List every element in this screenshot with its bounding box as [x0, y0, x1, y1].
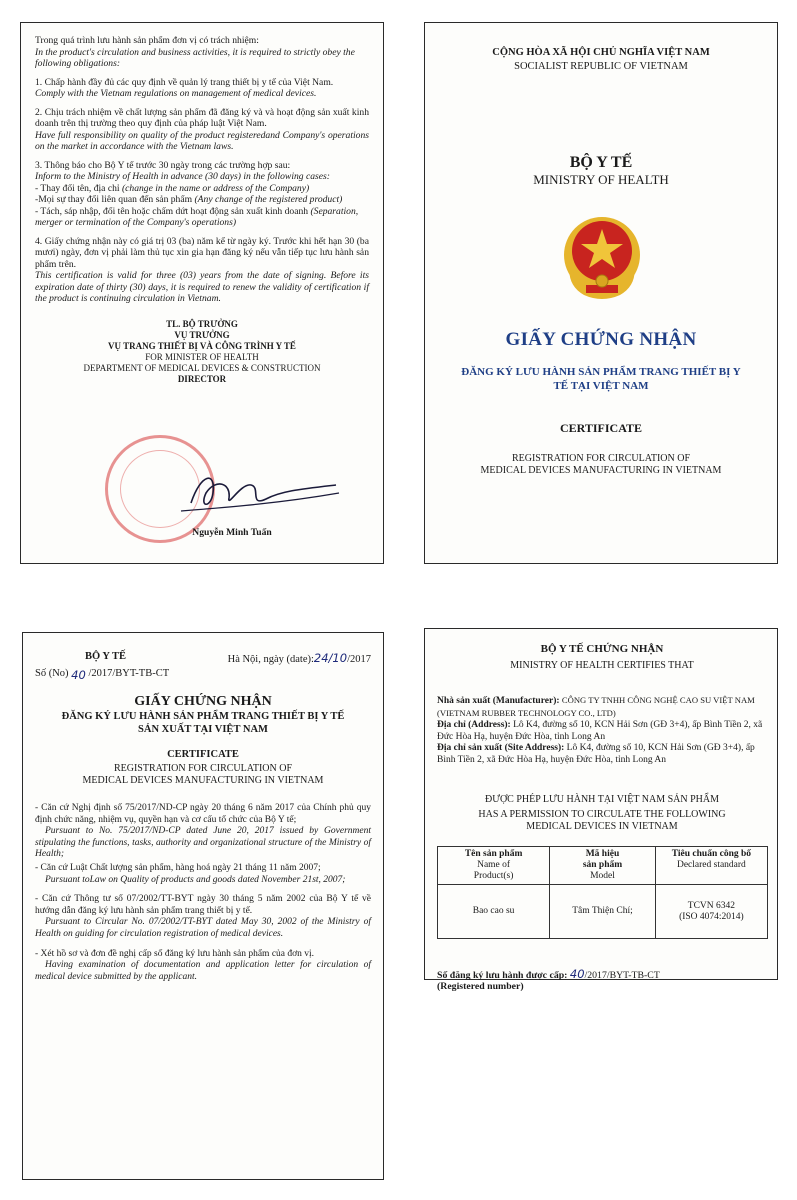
- certificate-basis-page: [22, 632, 384, 1180]
- place-date-label: Hà Nội, ngày (date):: [227, 654, 314, 665]
- certificate-title-en: CERTIFICATE: [167, 749, 239, 760]
- ministry-en: MINISTRY OF HEALTH: [533, 172, 669, 187]
- intro-vi: Trong quá trình lưu hành sản phẩm đơn vị có trách nhiệm:: [35, 35, 259, 46]
- basis-1-en: Pursuant to No. 75/2017/ND-CP dated June 20, 2017 issued by Government stipulating the functions, tasks, authority and organizational structure of the Ministry of Health;: [35, 826, 371, 860]
- cell-model: Tâm Thiện Chí;: [550, 885, 656, 939]
- obligations-page: [20, 22, 384, 564]
- national-emblem-icon: [552, 207, 652, 307]
- basis-2-vi: - Căn cứ Luật Chất lượng sản phẩm, hàng hoá ngày 21 tháng 11 năm 2007;: [35, 862, 321, 873]
- republic-name-en: SOCIALIST REPUBLIC OF VIETNAM: [514, 61, 688, 72]
- date-year: /2017: [347, 654, 371, 665]
- sign-line-5: DEPARTMENT OF MEDICAL DEVICES & CONSTRUCTION: [83, 362, 321, 373]
- obligation-3b-en: (Any change of the registered product): [194, 194, 343, 205]
- site-address-label: Địa chỉ sản xuất (Site Address):: [437, 743, 565, 753]
- certificate-title-vi: GIẤY CHỨNG NHẬN: [505, 329, 697, 350]
- obligation-3c-en: (Separation, merger or termination of the Company's operations): [35, 205, 359, 228]
- basis-2-en: Pursuant toLaw on Quality of products and goods dated November 21st, 2007;: [45, 874, 346, 885]
- certificate-title-vi: GIẤY CHỨNG NHẬN: [134, 694, 272, 709]
- republic-name-vi: CỘNG HÒA XÃ HỘI CHỦ NGHĨA VIỆT NAM: [492, 47, 710, 58]
- sign-line-4: FOR MINISTER OF HEALTH: [145, 351, 259, 362]
- basis-3-en: Pursuant to Circular No. 07/2002/TT-BYT dated May 30, 2002 of the Ministry of Health on guiding for circulation registration of medical devices.: [35, 917, 371, 939]
- manufacturer-label: Nhà sản xuất (Manufacturer):: [437, 696, 560, 706]
- permit-vi: ĐƯỢC PHÉP LƯU HÀNH TẠI VIỆT NAM SẢN PHẨM: [484, 794, 720, 805]
- ministry-label: BỘ Y TẾ: [85, 651, 127, 662]
- certificate-subtitle-en-2: MEDICAL DEVICES MANUFACTURING IN VIETNAM: [82, 775, 324, 786]
- obligation-3b-vi: -Mọi sự thay đổi liên quan đến sản phẩm: [35, 194, 193, 205]
- address-label: Địa chỉ (Address):: [437, 720, 511, 730]
- intro-en: In the product's circulation and business activities, it is required to strictly obey the following obligations:: [35, 46, 355, 69]
- manufacturer-value: CÔNG TY TNHH CÔNG NGHỆ CAO SU VIỆT NAM (VIETNAM RUBBER TECHNOLOGY CO., LTD): [437, 695, 755, 718]
- permit-en-1: HAS A PERMISSION TO CIRCULATE THE FOLLOWING: [478, 809, 726, 820]
- cover-page: [424, 22, 778, 564]
- number-suffix: /2017/BYT-TB-CT: [88, 668, 170, 679]
- number-handwritten: 40: [71, 668, 86, 682]
- registered-number-en: (Registered number): [437, 981, 524, 992]
- certificate-subtitle-vi-1: ĐĂNG KÝ LƯU HÀNH SẢN PHẨM TRANG THIẾT BỊ Y TẾ: [61, 711, 345, 722]
- date-handwritten: 24/10: [313, 651, 348, 665]
- basis-4-en: Having examination of documentation and application letter for circulation of medical device submitted by the applicant.: [35, 960, 371, 982]
- certification-details-page: [424, 628, 778, 992]
- certificate-title-en: CERTIFICATE: [559, 421, 643, 435]
- certificate-subtitle-en-1: REGISTRATION FOR CIRCULATION OF: [511, 453, 691, 464]
- header-standard: Tiêu chuẩn công bố Declared standard: [655, 847, 767, 885]
- table-header-row: [438, 847, 768, 885]
- ministry-vi: BỘ Y TẾ: [569, 154, 633, 171]
- obligation-4-vi: 4. Giấy chứng nhận này có giá trị 03 (ba) năm kể từ ngày ký. Trước khi hết hạn 30 (ba mươi) ngày, đơn vị phải làm thủ tục xin gia hạn đăng ký nếu vẫn tiếp tục lưu hành sản phẩm trên.: [35, 235, 369, 270]
- cell-standard: TCVN 6342 (ISO 4074:2014): [655, 885, 767, 939]
- sign-line-1: TL. BỘ TRƯỞNG: [166, 318, 238, 329]
- basis-4-vi: - Xét hồ sơ và đơn đề nghị cấp số đăng ký lưu hành sản phẩm của đơn vị.: [35, 948, 315, 959]
- header-product-name: Tên sản phẩm Name of Product(s): [438, 847, 550, 885]
- address-value: Lô K4, đường số 10, KCN Hải Sơn (GĐ 3+4), ấp Bình Tiền 2, xã Đức Hòa Hạ, huyện Đức Hòa, tỉnh Long An: [437, 720, 763, 742]
- certificate-subtitle-en-1: REGISTRATION FOR CIRCULATION OF: [113, 763, 293, 774]
- obligation-3-vi: 3. Thông báo cho Bộ Y tế trước 30 ngày trong các trường hợp sau:: [35, 159, 291, 171]
- permit-en-2: MEDICAL DEVICES IN VIETNAM: [526, 821, 678, 832]
- product-table: [437, 846, 768, 939]
- obligation-1-vi: 1. Chấp hành đầy đủ các quy định về quản lý trang thiết bị y tế của Việt Nam.: [35, 76, 334, 88]
- registered-number-label: Số đăng ký lưu hành được cấp:: [437, 970, 568, 981]
- details-heading-vi: BỘ Y TẾ CHỨNG NHẬN: [540, 643, 664, 655]
- obligation-2-vi: 2. Chịu trách nhiệm về chất lượng sản phẩm đã đăng ký và và hoạt động sản xuất kinh doanh trên thị trường theo quy định của pháp luật Việt Nam.: [35, 106, 369, 129]
- sign-line-3: VỤ TRANG THIẾT BỊ VÀ CÔNG TRÌNH Y TẾ: [108, 340, 296, 351]
- signer-name: Nguyễn Minh Tuấn: [192, 527, 272, 538]
- obligation-3a-en: (change in the name or address of the Company): [121, 182, 310, 194]
- number-label: Số (No): [35, 668, 69, 679]
- obligation-3c-vi: - Tách, sáp nhập, đổi tên hoặc chấm dứt hoạt động sản xuất kinh doanh: [35, 205, 309, 217]
- details-heading-en: MINISTRY OF HEALTH CERTIFIES THAT: [510, 660, 694, 671]
- table-row: [438, 885, 768, 939]
- certificate-subtitle-vi: ĐĂNG KÝ LƯU HÀNH SẢN PHẨM TRANG THIẾT BỊ Y TẾ TẠI VIỆT NAM: [461, 366, 741, 392]
- obligation-4-en: This certification is valid for three (03) years from the date of signing. Before its expiration date of thirty (30) days, it is required to renew the validity of certification if the product is continuing circulation in Vietnam.: [35, 270, 369, 304]
- sign-line-2: VỤ TRƯỞNG: [174, 329, 230, 340]
- certificate-subtitle-vi-2: SẢN XUẤT TẠI VIỆT NAM: [138, 724, 268, 735]
- registered-number-handwritten: 40: [569, 967, 585, 981]
- certificate-subtitle-en-2: MEDICAL DEVICES MANUFACTURING IN VIETNAM: [480, 465, 722, 476]
- site-address-value: Lô K4, đường số 10, KCN Hải Sơn (GĐ 3+4), ấp Bình Tiền 2, xã Đức Hòa Hạ, huyện Đức Hòa, tỉnh Long An: [437, 743, 755, 765]
- obligation-2-en: Have full responsibility on quality of the product registeredand Company's operations on the market in accordance with the Vietnam laws.: [35, 129, 369, 152]
- obligation-1-en: Comply with the Vietnam regulations on management of medical devices.: [35, 88, 317, 99]
- obligation-3a-vi: - Thay đổi tên, địa chỉ: [35, 182, 120, 194]
- signature-icon: [171, 463, 341, 523]
- sign-line-6: DIRECTOR: [177, 373, 227, 384]
- basis-1-vi: - Căn cứ Nghị định số 75/2017/ND-CP ngày 20 tháng 6 năm 2017 của Chính phủ quy định chức năng, nhiệm vụ, quyền hạn và cơ cấu tổ chức của Bộ Y tế;: [35, 803, 371, 825]
- cell-product-name: Bao cao su: [438, 885, 550, 939]
- obligation-3-en: Inform to the Ministry of Health in advance (30 days) in the following cases:: [35, 171, 330, 182]
- registered-number-suffix: /2017/BYT-TB-CT: [584, 970, 660, 981]
- basis-3-vi: - Căn cứ Thông tư số 07/2002/TT-BYT ngày 30 tháng 5 năm 2002 của Bộ Y tế về hướng dẫn đăng ký lưu hành sản phẩm trang thiết bị y tế.: [35, 894, 371, 916]
- header-model: Mã hiệu sản phẩm Model: [550, 847, 656, 885]
